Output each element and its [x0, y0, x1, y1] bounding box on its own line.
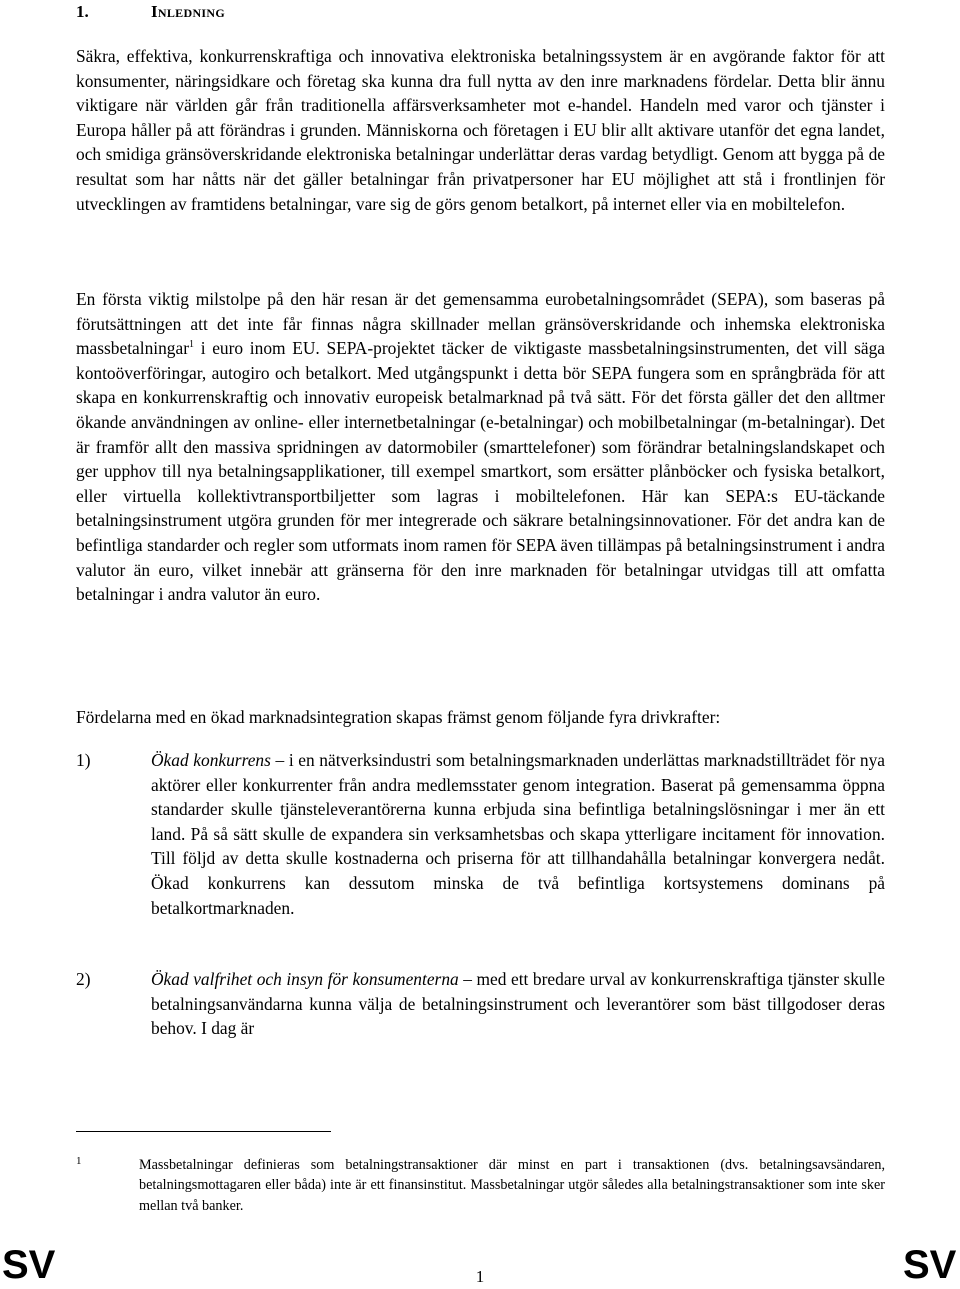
list-marker: 1): [76, 750, 91, 770]
list-item: [76, 748, 885, 920]
list-item: [76, 967, 885, 1041]
paragraph-sepa-text-b: i euro inom EU. SEPA-projektet täcker de viktigaste massbetalningsinstrumenten, det vill säga kontoöverföringar, autogiro och betalkort. Med utgångspunkt i detta bör SEPA fungera som en språngbräda för att skapa en konkurrenskraftig och innovativ europeisk betalmarknad på två sätt. För det första gäller det den alltmer ökande användningen av online- eller internetbetalningar (e-betalningar) och mobilbetalningar (m-betalningar). Det är framför allt den massiva spridningen av datormobiler (smarttelefoner) som förändrar betalningslandskapet och ger upphov till nya betalningsapplikationer, till exempel smartkort, som ersätter plånböcker och fysiska betalkort, eller virtuella kollektivtransportbiljetter som lagras i mobiltelefonen. Här kan SEPA:s EU-täckande betalningsinstrument utgöra grunden för mer integrerade och säkrare betalningsinnovationer. För det andra kan de befintliga standarder och regler som utformats inom ramen för SEPA även tillämpas på betalningsinstrument i andra valutor än euro, vilket innebär att gränserna för den inre marknaden för betalningar utvidgas till att omfatta betalningar i andra valutor än euro.: [76, 338, 885, 605]
list-item-body: [151, 967, 885, 1041]
list-item-body: [151, 748, 885, 920]
list-item-text: – med ett bredare urval av konkurrenskraftiga tjänster skulle betalningsanvändarna kunna välja de betalningsinstrument och leverantörer som bäst tillgodoser deras behov. I dag är: [151, 969, 886, 1039]
list-item-term: Ökad valfrihet och insyn för konsumenterna: [151, 969, 459, 989]
paragraph-sepa-text-a: En första viktig milstolpe på den här resan är det gemensamma eurobetalningsområdet (SEPA), som baseras på förutsättningen att det inte får finnas några skillnader mellan gränsöverskridande och inhemska elektroniska massbetalningar: [76, 289, 885, 359]
page-number: 1: [475, 1267, 485, 1286]
paragraph-sepa: [76, 287, 885, 607]
footnote-divider: [76, 1131, 331, 1132]
paragraph-drivers-intro: Fördelarna med en ökad marknadsintegration skapas främst genom följande fyra drivkrafter:: [76, 707, 721, 727]
footnote-reference[interactable]: 1: [189, 339, 195, 351]
section-heading: [76, 2, 225, 22]
footnote-mark: 1: [76, 1155, 82, 1167]
language-code-left: SV: [2, 1243, 56, 1287]
footnote: [76, 1155, 885, 1216]
list-item-term: Ökad konkurrens: [151, 750, 271, 770]
paragraph-intro: Säkra, effektiva, konkurrenskraftiga och innovativa elektroniska betalningssystem är en avgörande faktor för att konsumenter, näringsidkare och företag ska kunna dra full nytta av den inre marknadens fördelar. Detta blir ännu viktigare när världen går från traditionella affärsverksamheter mot e-handel. Handeln med varor och tjänster i Europa håller på att förändras i grunden. Människorna och företagen i EU blir allt aktivare utanför det egna landet, och smidiga gränsöverskridande elektroniska betalningar underlättar deras vardag betydligt. Genom att bygga på de resultat som har nåtts när det gäller betalningar från privatpersoner har EU möjlighet att stå i frontlinjen för utvecklingen av framtidens betalningar, vare sig de görs genom betalkort, på internet eller via en mobiltelefon.: [76, 46, 885, 214]
footnote-text: Massbetalningar definieras som betalningstransaktioner där minst en part i transaktionen (dvs. betalningsavsändaren, betalningsmottagaren eller båda) inte är ett finansinstitut. Massbetalningar utgör således alla betalningstransaktioner som inte sker mellan två banker.: [139, 1157, 885, 1214]
language-code-right: SV: [903, 1243, 957, 1287]
list-marker: 2): [76, 969, 91, 989]
list-item-text: – i en nätverksindustri som betalningsmarknaden underlättas marknadstillträdet för nya aktörer eller konkurrenter från andra medlemsstater genom integration. Baserat på gemensamma öppna standarder skulle tjänsteleverantörerna kunna erbjuda sina befintliga betalningslösningar i mer än ett land. På så sätt skulle de expandera sin verksamhetsbas och skapa ytterligare incitament för innovation. Till följd av detta skulle kostnaderna och priserna för att tillhandahålla betalningar konvergera nedåt. Ökad konkurrens kan dessutom minska de två befintliga kortsystemens dominans på betalkortmarknaden.: [151, 750, 885, 918]
section-title: Inledning: [151, 2, 225, 21]
section-number: 1.: [76, 2, 89, 21]
